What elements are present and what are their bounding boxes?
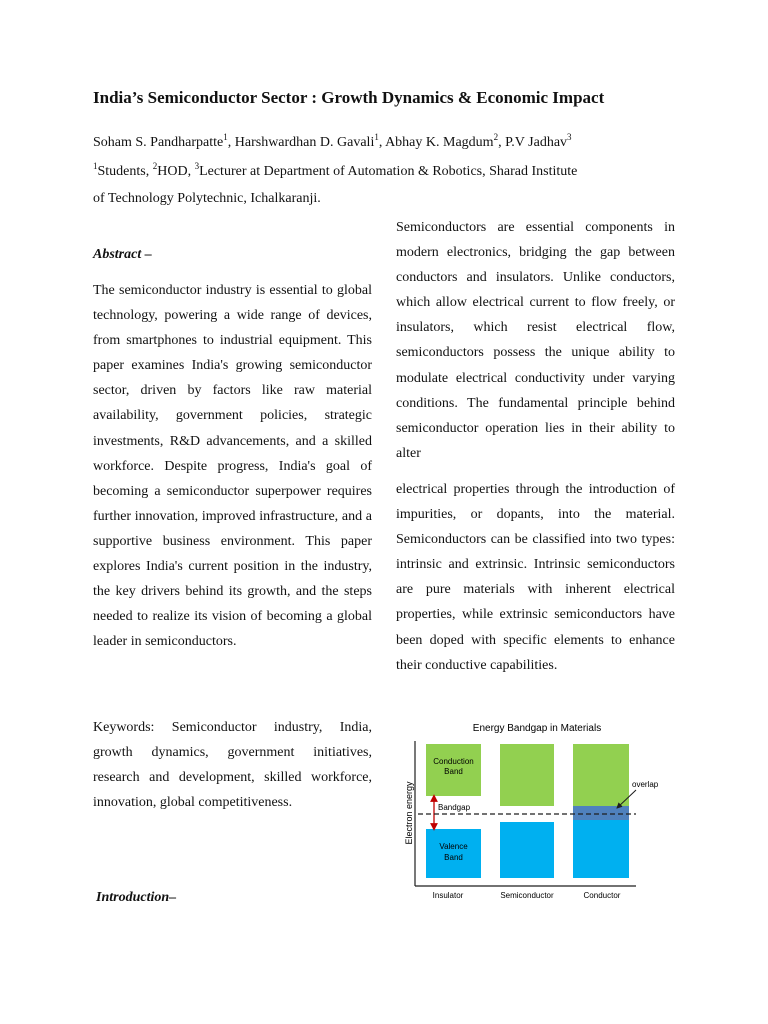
conduction-band-label: Conduction bbox=[433, 757, 474, 766]
category-label: Semiconductor bbox=[500, 891, 554, 900]
affiliation-mark: 2 bbox=[152, 161, 158, 171]
paper-title: India’s Semiconductor Sector : Growth Dynamics & Economic Impact bbox=[93, 88, 605, 107]
bandgap-label: Bandgap bbox=[438, 803, 471, 812]
affiliation-mark: 1 bbox=[93, 161, 98, 171]
author-affiliation-mark: 2 bbox=[493, 132, 499, 142]
abstract-text: The semiconductor industry is essential to global technology, powering a wide range of devices, from smartphones to industrial equipment. This paper examines India's growing semiconductor sector, driven by factors like raw material availability, government policies, strategic investments, R&D advancements, and a skilled workforce. Despite progress, India's goal of becoming a semiconductor superpower requires further innovation, improved infrastructure, and a supportive business environment. This paper explores India's current position in the industry, the key drivers behind its growth, and the steps needed to realize its vision of becoming a global leader in semiconductors. bbox=[93, 283, 372, 650]
conduction-band-label: Band bbox=[444, 767, 463, 776]
valence-band-label: Valence bbox=[439, 842, 468, 851]
body-paragraph: electrical properties through the introduction of impurities, or dopants, into the material. Semiconductors can be classified into two types: intrinsic and extrinsic. Intrinsic semiconductors are pure materials with inherent electrical properties, while extrinsic semiconductors have been doped with specific elements to enhance their conductive capabilities. bbox=[396, 482, 675, 673]
author-affiliation-mark: 1 bbox=[223, 132, 228, 142]
overlap-label: overlap bbox=[632, 780, 659, 789]
body-paragraph: Semiconductors are essential components in modern electronics, bridging the gap between conductors and insulators. Unlike conductors, which allow electrical current to flow freely, or insulators, which resist electrical flow, semiconductors possess the unique ability to modulate electrical conductivity under varying conditions. The fundamental principle behind semiconductor operation lies in their ability to alter bbox=[396, 220, 675, 461]
author-name: P.V Jadhav bbox=[505, 135, 568, 150]
author-name: Soham S. Pandharpatte bbox=[93, 135, 224, 150]
author-list: Soham S. Pandharpatte$^1$, Harshwardhan D. Gavali$^1$, Abhay K. Magdum$^2$, P.V Jadhav$^3$ bbox=[93, 132, 572, 150]
bandgap-figure bbox=[396, 716, 678, 906]
author-affiliation-mark: 3 bbox=[567, 132, 572, 142]
affiliation-role: Lecturer at Department of Automation & Robotics, Sharad Institute bbox=[199, 164, 578, 179]
conductor-conduction-band bbox=[573, 744, 629, 808]
valence-band-label: Band bbox=[444, 853, 463, 862]
author-name: Abhay K. Magdum bbox=[385, 135, 494, 150]
abstract-heading: Abstract – bbox=[93, 247, 152, 262]
affiliation-role: HOD, bbox=[157, 164, 195, 179]
bandgap-diagram bbox=[396, 716, 678, 906]
affiliation-mark: 3 bbox=[194, 161, 200, 171]
category-label: Insulator bbox=[432, 891, 464, 900]
conductor-overlap-region bbox=[573, 806, 629, 820]
affiliation-line: of Technology Polytechnic, Ichalkaranji. bbox=[93, 191, 321, 206]
figure-title: Energy Bandgap in Materials bbox=[472, 723, 602, 734]
keywords-text: Keywords: Semiconductor industry, India, growth dynamics, government initiatives, research and development, skilled workforce, innovation, global competitiveness. bbox=[93, 720, 372, 811]
category-label: Conductor bbox=[583, 891, 621, 900]
author-name: Harshwardhan D. Gavali bbox=[234, 135, 375, 150]
semiconductor-conduction-band bbox=[500, 744, 554, 806]
semiconductor-valence-band bbox=[500, 822, 554, 878]
affiliation-role: Students, bbox=[97, 164, 153, 179]
y-axis-label: Electron energy bbox=[404, 781, 414, 845]
author-affiliation-mark: 1 bbox=[374, 132, 379, 142]
affiliation-line bbox=[93, 161, 578, 180]
introduction-heading: Introduction– bbox=[96, 890, 177, 905]
